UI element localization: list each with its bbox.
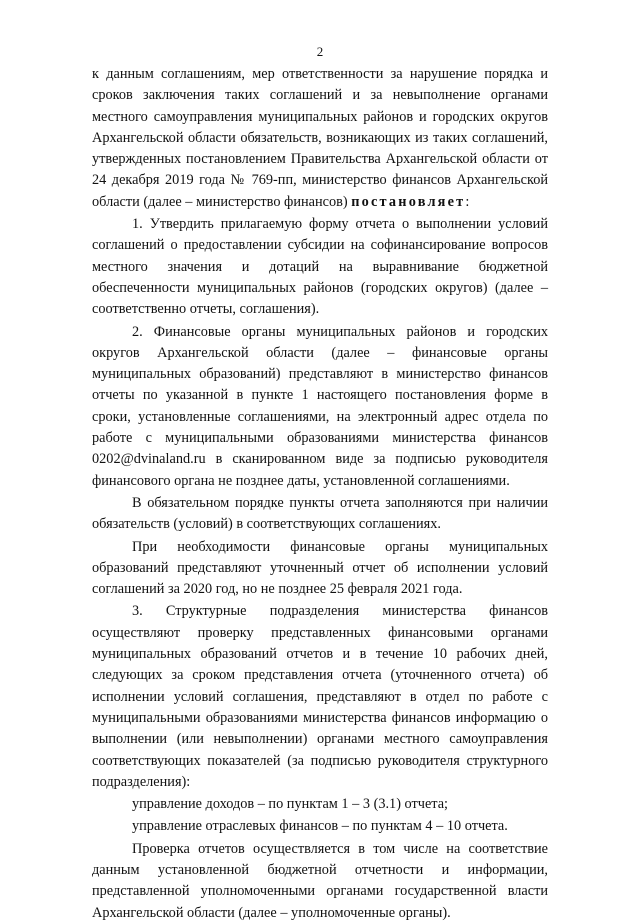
paragraph-income-department: управление доходов – по пунктам 1 – 3 (3.1) отчета; xyxy=(132,796,449,813)
paragraph-intro xyxy=(92,64,548,213)
resolution-keyword: постановляет xyxy=(351,193,466,210)
paragraph-item-1: 1. Утвердить прилагаемую форму отчета о выполнении условий соглашений о предоставлении субсидии на софинансирование вопросов местного значения и дотаций на выравнивание бюджетной обеспеченности муниципальных районов (городских округов) (далее – соответственно отчеты, соглашения). xyxy=(92,216,548,318)
page-number: 2 xyxy=(316,44,324,59)
paragraph-item-2: 2. Финансовые органы муниципальных районов и городских округов Архангельской области (далее – финансовые органы муниципальных образований) представляют в министерство финансов отчеты по указанной в пункте 1 настоящего постановления форме в сроки, установленные соглашениями, на электронный адрес отдела по работе с муниципальными образованиями министерства финансов 0202@dvinaland.ru в сканированном виде за подписью руководителя финансового органа не позднее даты, установленной соглашениями. xyxy=(92,323,548,489)
intro-colon: : xyxy=(465,193,470,210)
intro-text: к данным соглашениям, мер ответственности за нарушение порядка и сроков заключения таких соглашений и за невыполнение органами местного самоуправления муниципальных районов и городских округов Архангельской области обязательств, возникающих из таких соглашений, утвержденных постановлением Правительства Архангельской области от 24 декабря 2019 года № 769-пп, министерство финансов Архангельской области (далее – министерство финансов) xyxy=(92,66,548,210)
document-body xyxy=(92,64,548,924)
paragraph-report-verification: Проверка отчетов осуществляется в том числе на соответствие данным установленной бюджетной отчетности и информации, представленной уполномоченными органами государственной власти Архангельской области (далее – уполномоченные органы). xyxy=(92,840,548,921)
paragraph-mandatory-fields: В обязательном порядке пункты отчета заполняются при наличии обязательств (условий) в соответствующих соглашениях. xyxy=(92,494,548,533)
paragraph-revised-report: При необходимости финансовые органы муниципальных образований представляют уточненный отчет об исполнении условий соглашений за 2020 год, но не позднее 25 февраля 2021 года. xyxy=(92,538,548,598)
paragraph-sector-finance-department: управление отраслевых финансов – по пунктам 4 – 10 отчета. xyxy=(132,818,508,835)
paragraph-item-3: 3. Структурные подразделения министерства финансов осуществляют проверку представленных финансовыми органами муниципальных образований отчетов и в течение 10 рабочих дней, следующих за сроком представления отчета (уточненного отчета) об исполнении условий соглашения, представляют в отдел по работе с муниципальными образованиями министерства финансов информацию о выполнении (или невыполнении) органами местного самоуправления соответствующих показателей (за подписью руководителя структурного подразделения): xyxy=(92,603,548,790)
